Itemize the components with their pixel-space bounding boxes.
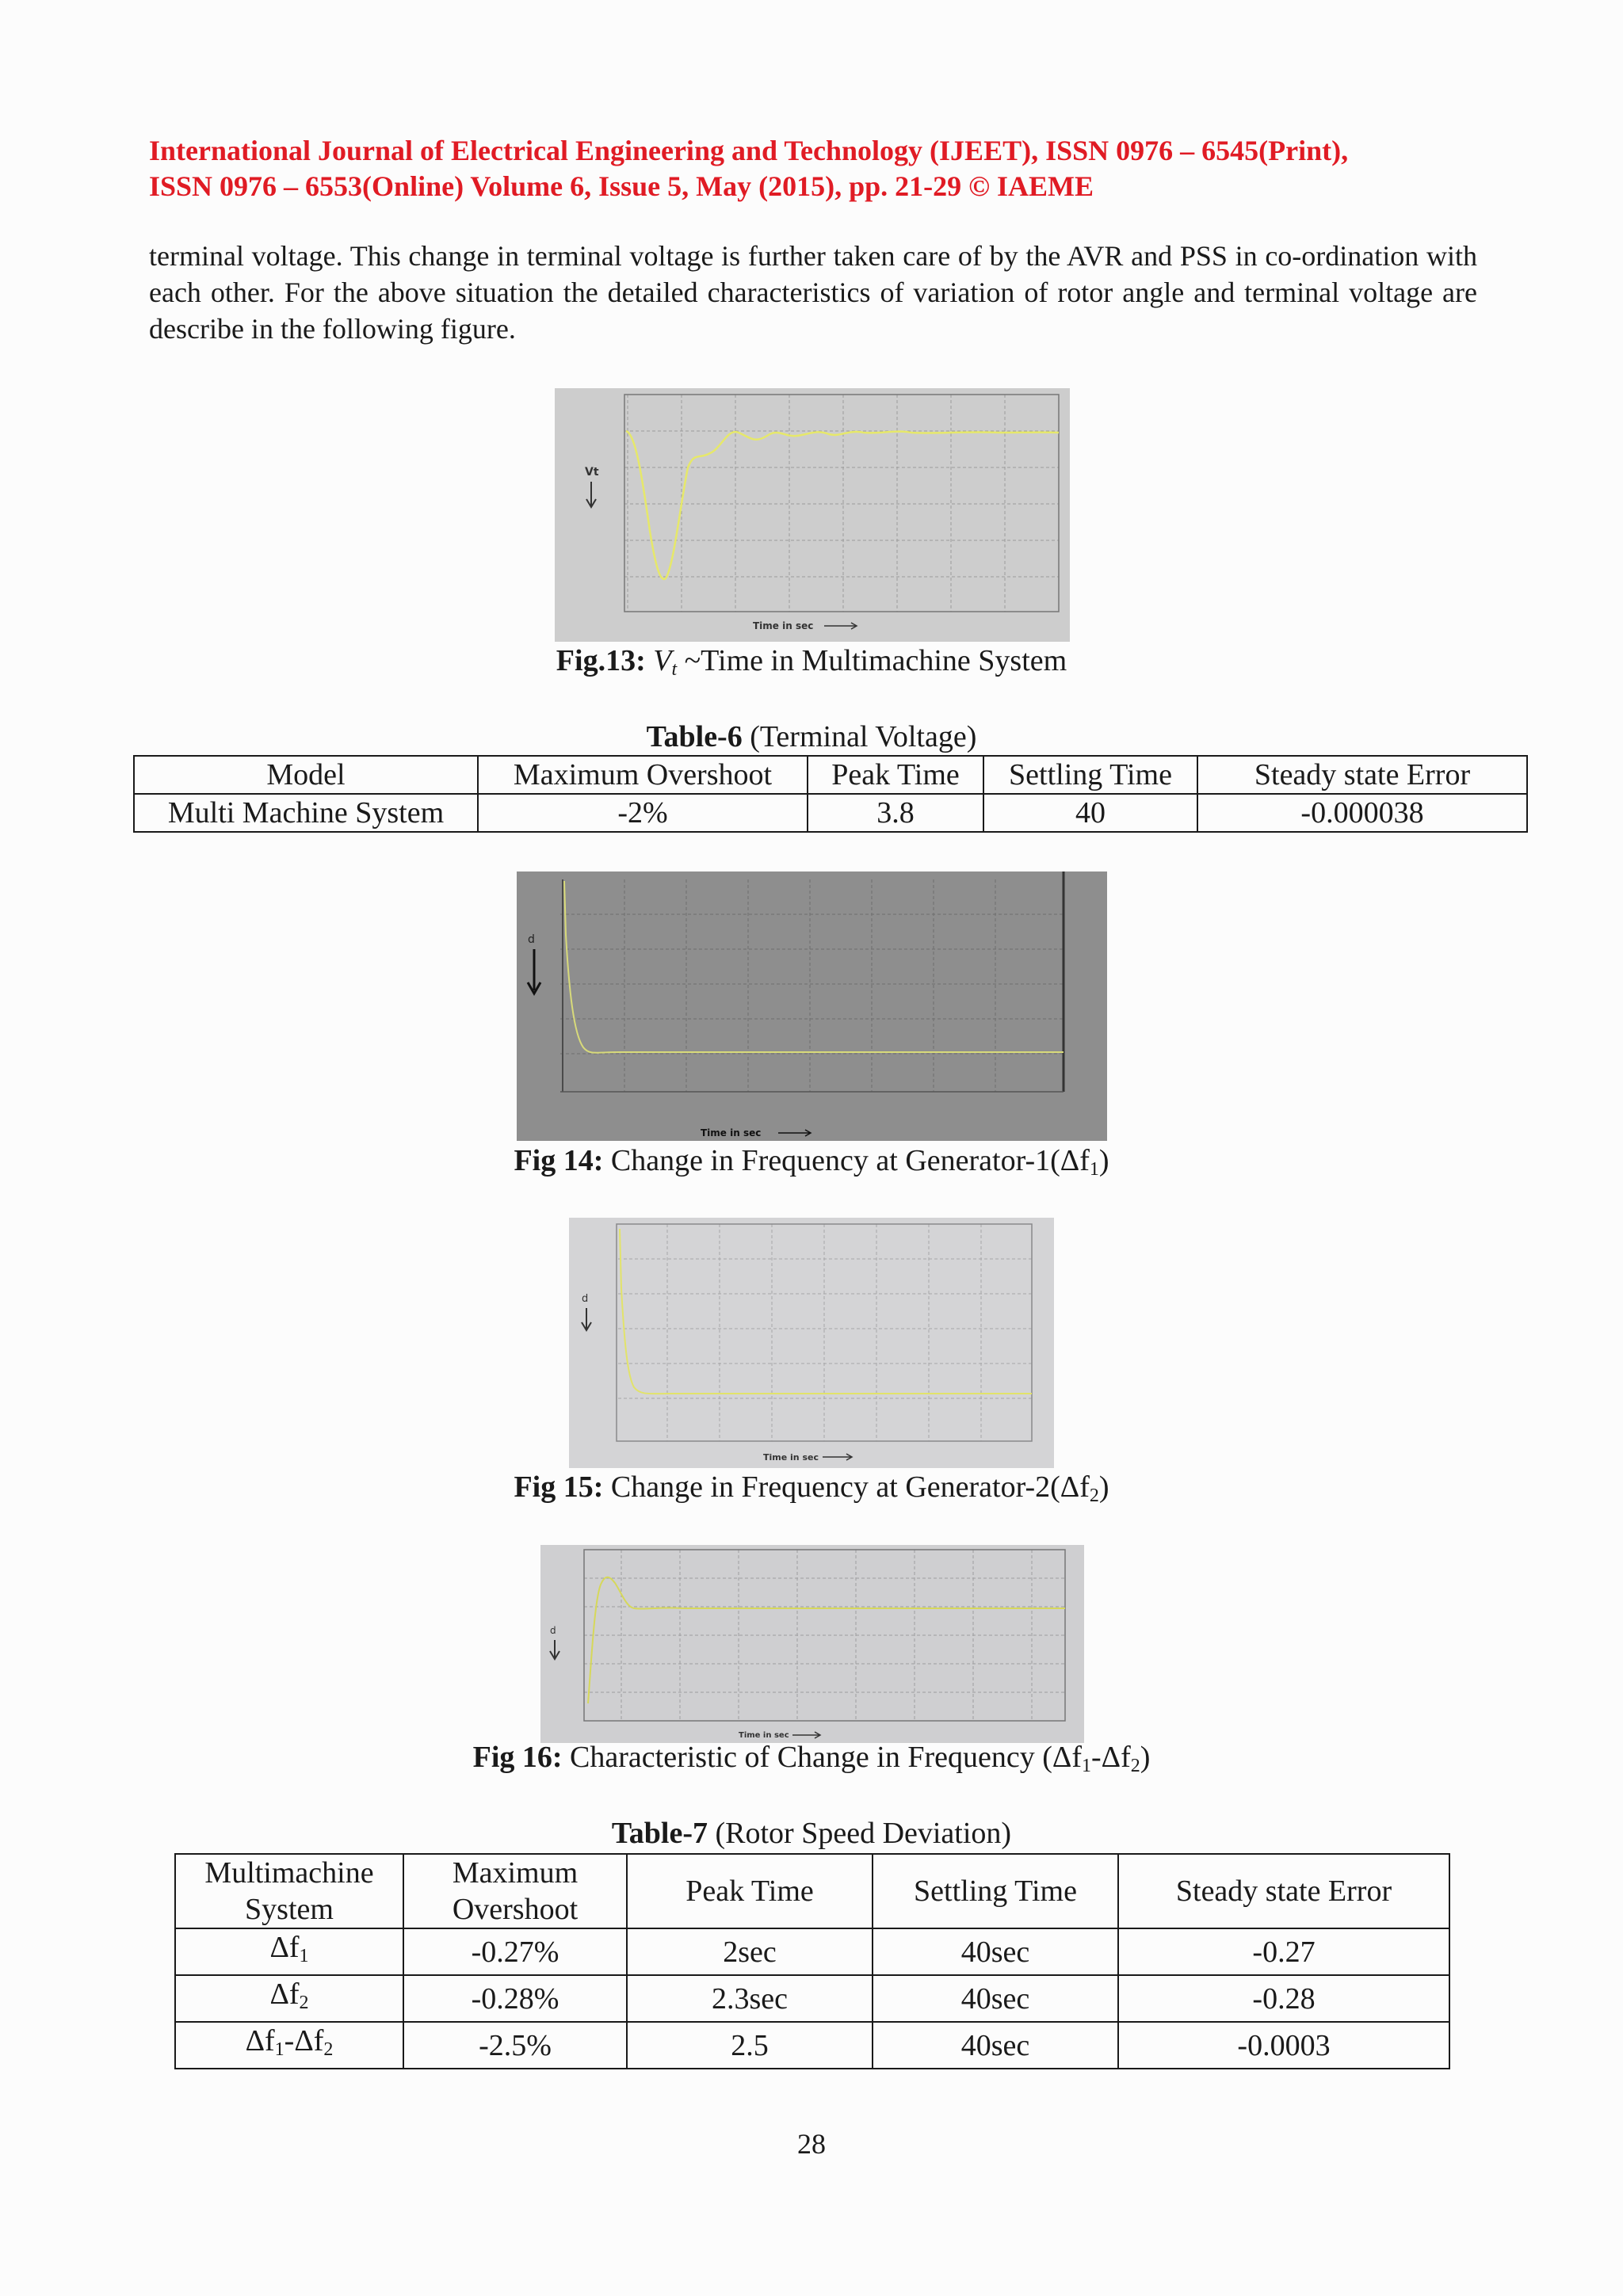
- table-header-cell: Peak Time: [808, 756, 983, 794]
- journal-header-line2: ISSN 0976 – 6553(Online) Volume 6, Issue 5, May (2015), pp. 21-29 © IAEME: [149, 170, 1094, 202]
- table-header-cell: Steady state Error: [1118, 1854, 1449, 1928]
- table-cell: -0.000038: [1197, 794, 1527, 832]
- table-cell: -0.27%: [403, 1928, 627, 1975]
- fig16-sub2: 2: [1130, 1756, 1140, 1776]
- table-cell: -0.0003: [1118, 2022, 1449, 2069]
- table-cell: 40sec: [873, 1928, 1118, 1975]
- fig13-sub: t: [671, 659, 678, 680]
- table-cell: $\Delta f_2$: [175, 1975, 403, 2022]
- table-cell: Multi Machine System: [134, 794, 478, 832]
- svg-text:d: d: [528, 933, 535, 946]
- figure-14-image: [517, 871, 1107, 1141]
- table-header-cell: Model: [134, 756, 478, 794]
- table-cell: $\Delta f_1$: [175, 1928, 403, 1975]
- table-6: [133, 755, 1528, 833]
- table-cell: -0.27: [1118, 1928, 1449, 1975]
- fig16-caption-mid: -Δf: [1090, 1741, 1131, 1774]
- table-header-cell: Peak Time: [627, 1854, 873, 1928]
- table-6-title: [0, 719, 1623, 754]
- table-header-cell: Steady state Error: [1197, 756, 1527, 794]
- table-cell: -0.28: [1118, 1975, 1449, 2022]
- journal-header: [149, 133, 1480, 204]
- table-cell: 2.3sec: [627, 1975, 873, 2022]
- figure-14-caption: [0, 1143, 1623, 1187]
- figure-16-image: [540, 1545, 1084, 1743]
- fig13-caption-text: ~Time in Multimachine System: [677, 644, 1067, 677]
- svg-text:d: d: [582, 1293, 589, 1305]
- fig16-caption-a: Characteristic of Change in Frequency (Δf: [562, 1741, 1082, 1774]
- fig16-xlabel: Time in sec: [739, 1731, 789, 1740]
- table-cell: -0.28%: [403, 1975, 627, 2022]
- intro-paragraph: terminal voltage. This change in terminal voltage is further taken care of by the AVR and PSS in co-ordination with each other. For the above situation the detailed characteristics of variation of rotor angle and terminal voltage are describe in the following figure.: [149, 240, 1477, 345]
- table-cell: 2sec: [627, 1928, 873, 1975]
- journal-header-line1: International Journal of Electrical Engineering and Technology (IJEET), ISSN 0976 – 6545(Print),: [149, 135, 1349, 166]
- table-7-title: [0, 1816, 1623, 1851]
- table-header-row: [134, 756, 1527, 794]
- table-header-cell: Settling Time: [983, 756, 1197, 794]
- table6-title-bold: Table-6: [646, 720, 743, 753]
- table-cell: $\Delta f_1-\Delta f_2$: [175, 2022, 403, 2069]
- fig13-label: Fig.13:: [556, 644, 646, 677]
- page-number: 28: [797, 2128, 826, 2160]
- fig13-xlabel: Time in sec: [753, 620, 814, 631]
- figure-13-caption: [0, 643, 1623, 687]
- table-cell: -2.5%: [403, 2022, 627, 2069]
- fig16-caption-b: ): [1140, 1741, 1151, 1774]
- table-row: [175, 2022, 1449, 2069]
- table-header-cell: Maximum Overshoot: [403, 1854, 627, 1928]
- fig13-var: V: [653, 644, 672, 677]
- table-row: [175, 1975, 1449, 2022]
- fig16-label: Fig 16:: [472, 1741, 563, 1774]
- table-cell: 40: [983, 794, 1197, 832]
- table6-title-rest: (Terminal Voltage): [742, 720, 977, 753]
- fig14-caption-a: Change in Frequency at Generator-1(Δf: [603, 1144, 1090, 1177]
- figure-15-caption: [0, 1470, 1623, 1513]
- fig15-label: Fig 15:: [514, 1470, 604, 1504]
- fig15-caption-b: ): [1098, 1470, 1109, 1504]
- fig16-sub1: 1: [1081, 1756, 1091, 1776]
- table-header-row: [175, 1854, 1449, 1928]
- fig13-ylabel: Vt: [585, 466, 599, 479]
- fig14-label: Fig 14:: [514, 1144, 604, 1177]
- figure-15-image: [569, 1218, 1054, 1468]
- table-cell: 2.5: [627, 2022, 873, 2069]
- table7-title-bold: Table-7: [611, 1817, 708, 1850]
- fig14-caption-b: ): [1098, 1144, 1109, 1177]
- fig15-caption-a: Change in Frequency at Generator-2(Δf: [603, 1470, 1090, 1504]
- figure-16-caption: [0, 1740, 1623, 1783]
- svg-text:d: d: [550, 1625, 556, 1636]
- table-cell: 3.8: [808, 794, 983, 832]
- fig14-sub: 1: [1089, 1159, 1099, 1180]
- fig14-xlabel: Time in sec: [701, 1127, 762, 1138]
- fig15-xlabel: Time in sec: [763, 1452, 819, 1463]
- table-header-cell: Multimachine System: [175, 1854, 403, 1928]
- fig15-sub: 2: [1089, 1486, 1099, 1506]
- table-header-cell: Settling Time: [873, 1854, 1118, 1928]
- table-cell: 40sec: [873, 1975, 1118, 2022]
- table-row: [134, 794, 1527, 832]
- table-cell: 40sec: [873, 2022, 1118, 2069]
- table-row: [175, 1928, 1449, 1975]
- table-cell: -2%: [478, 794, 808, 832]
- table-header-cell: Maximum Overshoot: [478, 756, 808, 794]
- figure-13-image: [555, 388, 1070, 642]
- table-7: [174, 1853, 1450, 2069]
- table7-title-rest: (Rotor Speed Deviation): [707, 1817, 1012, 1850]
